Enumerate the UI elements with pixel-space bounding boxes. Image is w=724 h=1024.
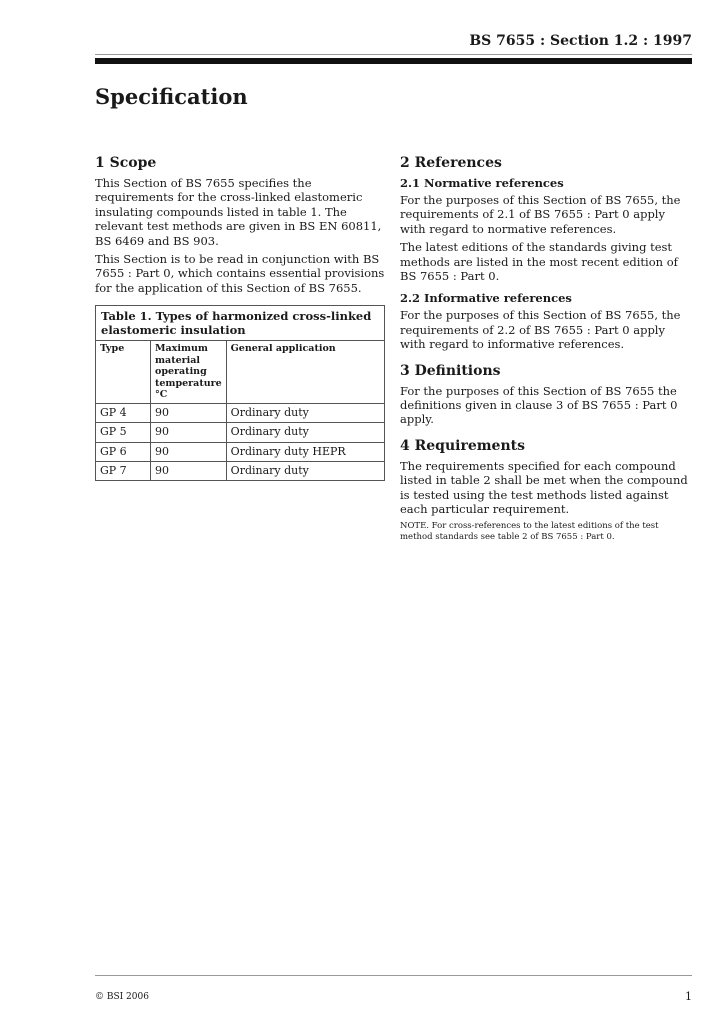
informative-paragraph-1: For the purposes of this Section of BS 7655, the requirements of 2.2 of BS 7655 : Part 0 apply with regard to informative references. (400, 308, 681, 352)
normative-paragraph-1: For the purposes of this Section of BS 7655, the requirements of 2.1 of BS 7655 : Part 0 apply with regard to normative references. (400, 193, 681, 236)
footer-rule (95, 975, 692, 976)
table-caption: Table 1. Types of harmonized cross-linked elastomeric insulation (96, 306, 385, 341)
table-header-type: Type (96, 341, 151, 404)
page-number: 1 (685, 990, 692, 1003)
normative-references-heading: 2.1 Normative references (400, 176, 564, 190)
header-rule-thick (95, 58, 692, 64)
table-row (96, 442, 385, 461)
right-column (400, 154, 692, 553)
table-row (96, 461, 385, 480)
cell-application: Ordinary duty (226, 461, 384, 480)
cell-temperature: 90 (151, 442, 227, 461)
table-1 (95, 305, 385, 481)
definitions-heading: 3 Definitions (400, 362, 501, 379)
cell-type: GP 5 (96, 423, 151, 442)
table-row (96, 403, 385, 422)
cell-application: Ordinary duty HEPR (226, 442, 384, 461)
scope-paragraph-2: This Section is to be read in conjunction with BS 7655 : Part 0, which contains essential provisions for the application of this Section of BS 7655. (95, 252, 385, 295)
cell-application: Ordinary duty (226, 403, 384, 422)
table-header-application: General application (226, 341, 384, 404)
scope-paragraph-1: This Section of BS 7655 specifies the requirements for the cross-linked elastomeric insulating compounds listed in table 1. The relevant test methods are given in BS EN 60811, BS 6469 and BS 903. (95, 176, 382, 248)
requirements-note: NOTE. For cross-references to the latest editions of the test method standards see table 2 of BS 7655 : Part 0. (400, 520, 659, 542)
normative-paragraph-2: The latest editions of the standards giving test methods are listed in the most recent edition of BS 7655 : Part 0. (400, 240, 678, 284)
section-requirements (400, 437, 692, 543)
scope-heading: 1 Scope (95, 155, 157, 171)
requirements-heading: 4 Requirements (400, 437, 525, 454)
definitions-paragraph: For the purposes of this Section of BS 7655 the definitions given in clause 3 of BS 7655 : Part 0 apply. (400, 383, 678, 427)
cell-temperature: 90 (151, 403, 227, 422)
left-column (95, 154, 385, 481)
cell-type: GP 7 (96, 461, 151, 480)
section-references (400, 154, 692, 352)
copyright: © BSI 2006 (95, 992, 149, 1002)
table-header-temperature: Maximum material operating temperature °C (151, 341, 227, 404)
informative-references-heading: 2.2 Informative references (400, 291, 572, 306)
page-title: Specification (95, 84, 248, 109)
section-definitions (400, 362, 692, 427)
cell-type: GP 6 (96, 442, 151, 461)
section-scope (95, 154, 385, 295)
header-rule-thin (95, 54, 692, 55)
references-heading: 2 References (400, 155, 502, 171)
requirements-paragraph: The requirements specified for each compound listed in table 2 shall be met when the compound is tested using the test methods listed against each particular requirement. (400, 458, 688, 517)
cell-type: GP 4 (96, 403, 151, 422)
table-row (96, 423, 385, 442)
cell-application: Ordinary duty (226, 423, 384, 442)
document-id: BS 7655 : Section 1.2 : 1997 (469, 33, 692, 49)
cell-temperature: 90 (151, 423, 227, 442)
cell-temperature: 90 (151, 461, 227, 480)
